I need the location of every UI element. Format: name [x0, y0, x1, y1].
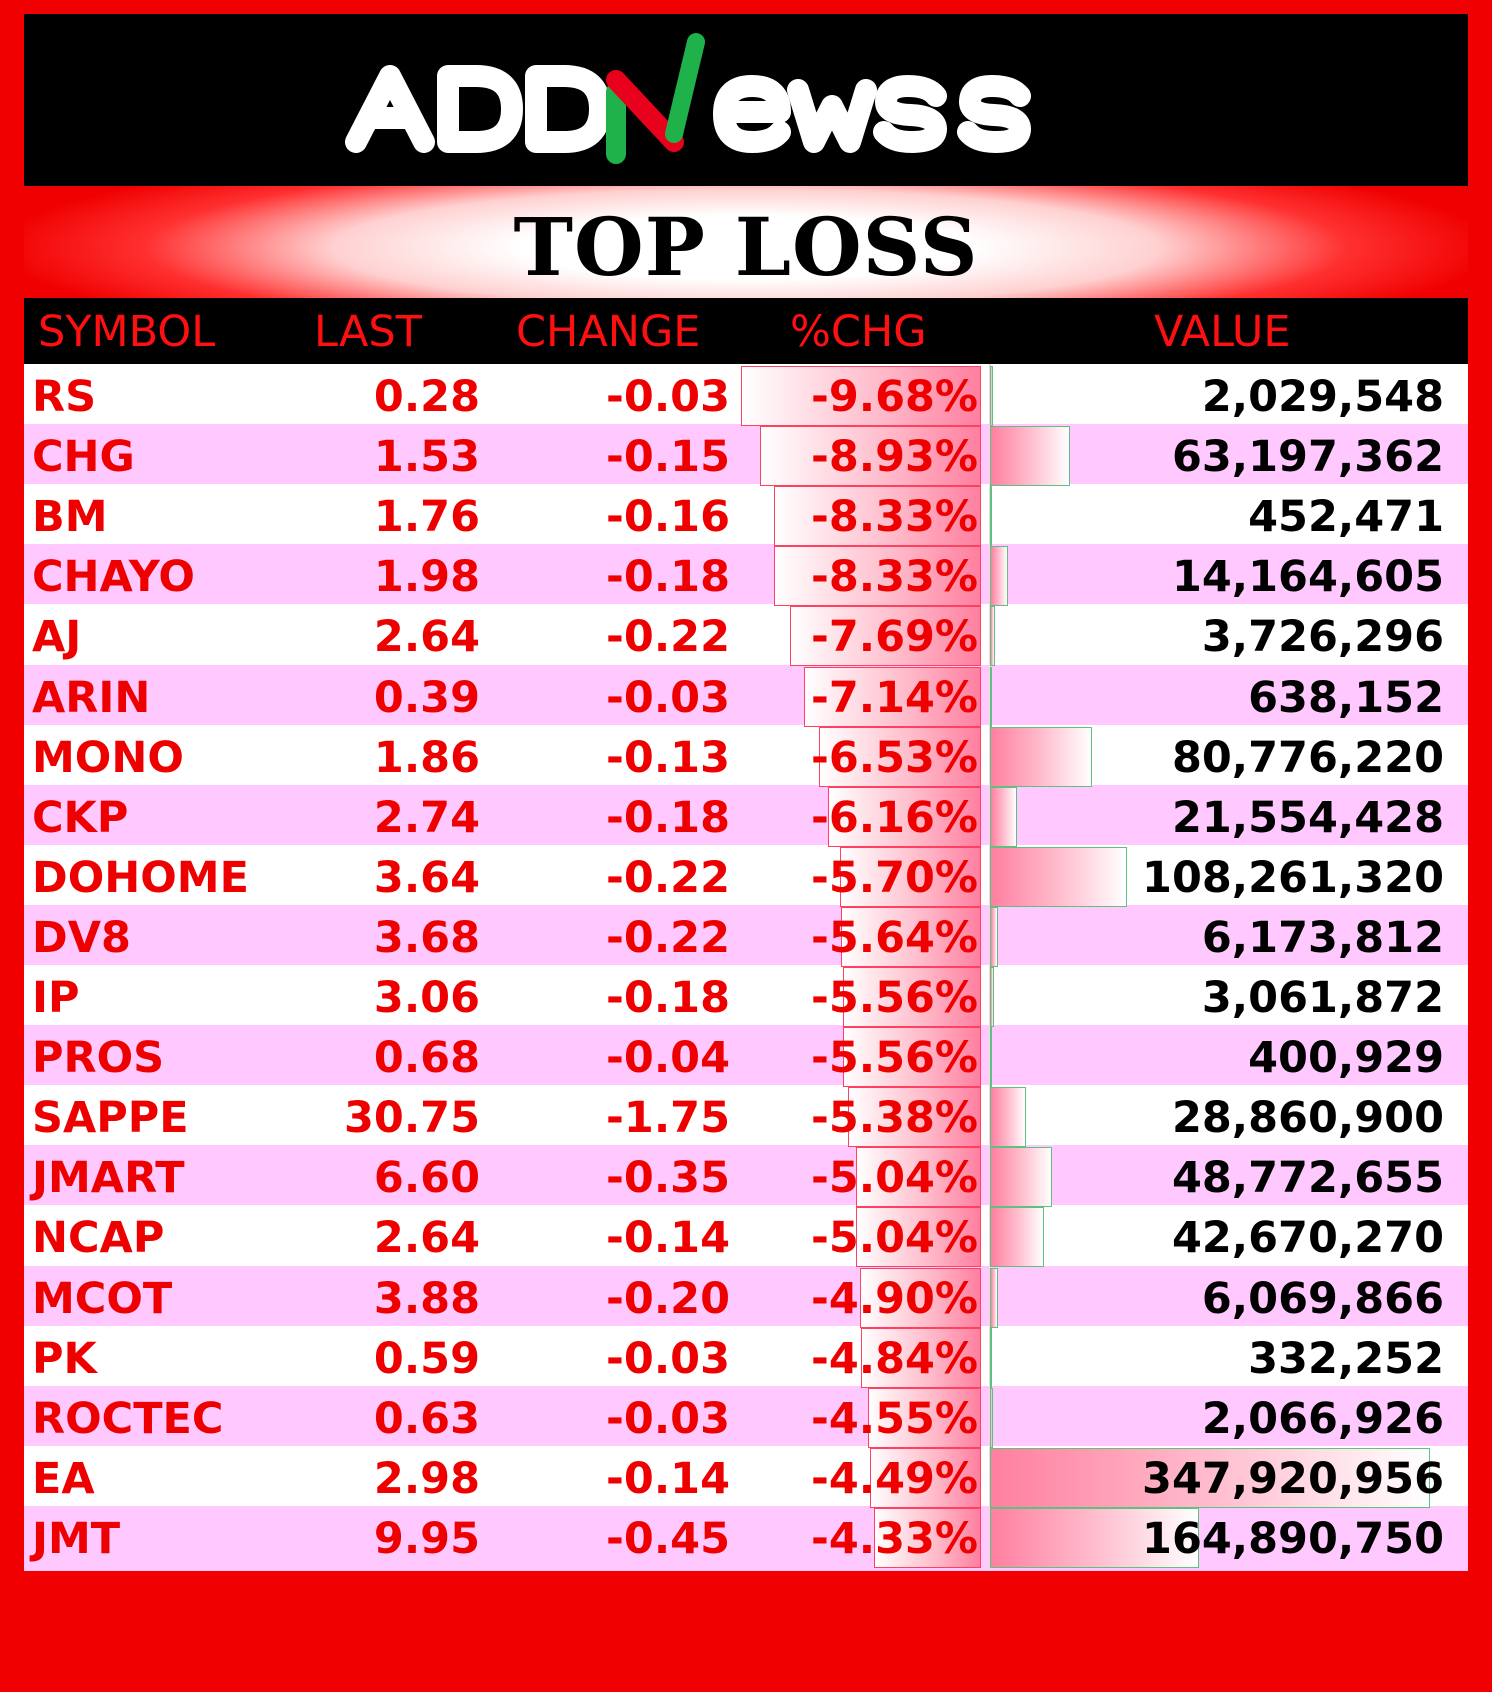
- symbol-cell: ROCTEC: [32, 1393, 224, 1444]
- value-bar: [990, 426, 1070, 486]
- last-price-cell: 30.75: [343, 1093, 480, 1144]
- last-price-cell: 1.98: [373, 552, 480, 603]
- header-banner: [24, 14, 1468, 186]
- column-header-last: LAST: [314, 307, 422, 357]
- value-bar: [990, 1328, 992, 1388]
- pct-change-cell: -7.69%: [810, 612, 978, 663]
- symbol-cell: EA: [32, 1453, 95, 1504]
- last-price-cell: 6.60: [373, 1153, 480, 1204]
- change-cell: -0.18: [606, 792, 730, 843]
- pct-change-cell: -8.93%: [810, 432, 978, 483]
- change-cell: -0.22: [606, 852, 730, 903]
- value-cell: 42,670,270: [1171, 1213, 1444, 1264]
- value-bar: [990, 1147, 1052, 1207]
- table-row: [24, 1145, 1468, 1210]
- value-cell: 452,471: [1248, 492, 1444, 543]
- pct-change-cell: -5.38%: [810, 1093, 978, 1144]
- pct-change-cell: -5.04%: [810, 1153, 978, 1204]
- title-band: [24, 186, 1468, 298]
- last-price-cell: 2.98: [373, 1453, 480, 1504]
- column-header-symbol: SYMBOL: [38, 307, 216, 357]
- value-bar: [990, 847, 1127, 907]
- symbol-cell: JMART: [32, 1153, 185, 1204]
- symbol-cell: AJ: [32, 612, 82, 663]
- change-cell: -0.13: [606, 732, 730, 783]
- symbol-cell: CKP: [32, 792, 129, 843]
- value-bar: [990, 1388, 993, 1448]
- symbol-cell: DV8: [32, 912, 131, 963]
- value-cell: 347,920,956: [1142, 1453, 1444, 1504]
- table-row: [24, 1506, 1468, 1571]
- value-cell: 164,890,750: [1142, 1513, 1444, 1564]
- column-header-pct-change: %CHG: [790, 307, 927, 357]
- table-row: [24, 1326, 1468, 1391]
- table-row: [24, 544, 1468, 609]
- table-row: [24, 665, 1468, 730]
- pct-change-cell: -6.53%: [810, 732, 978, 783]
- pct-change-cell: -5.70%: [810, 852, 978, 903]
- table-row: [24, 725, 1468, 790]
- table-row: [24, 1205, 1468, 1270]
- symbol-cell: ARIN: [32, 672, 151, 723]
- value-cell: 28,860,900: [1171, 1093, 1444, 1144]
- change-cell: -0.03: [606, 672, 730, 723]
- table-row: [24, 484, 1468, 549]
- value-cell: 3,726,296: [1201, 612, 1444, 663]
- value-cell: 14,164,605: [1171, 552, 1444, 603]
- column-header-change: CHANGE: [516, 307, 701, 357]
- addnewss-logo: [24, 14, 1468, 186]
- change-cell: -0.15: [606, 432, 730, 483]
- last-price-cell: 2.74: [373, 792, 480, 843]
- value-bar: [990, 486, 992, 546]
- column-header-value: VALUE: [1154, 307, 1291, 357]
- value-cell: 108,261,320: [1142, 852, 1444, 903]
- value-cell: 400,929: [1248, 1033, 1444, 1084]
- top-loss-table: [24, 298, 1468, 1666]
- symbol-cell: IP: [32, 973, 80, 1023]
- value-bar: [990, 1207, 1044, 1267]
- value-bar: [990, 787, 1017, 847]
- table-row: [24, 424, 1468, 489]
- change-cell: -0.04: [606, 1033, 730, 1084]
- change-cell: -0.22: [606, 612, 730, 663]
- change-cell: -0.35: [606, 1153, 730, 1204]
- pct-change-cell: -4.33%: [810, 1513, 978, 1564]
- last-price-cell: 1.76: [373, 492, 480, 543]
- value-bar: [990, 606, 995, 666]
- value-cell: 2,029,548: [1201, 372, 1444, 422]
- change-cell: -0.18: [606, 552, 730, 603]
- last-price-cell: 3.88: [373, 1273, 480, 1324]
- value-cell: 2,066,926: [1201, 1393, 1444, 1444]
- last-price-cell: 9.95: [373, 1513, 480, 1564]
- value-bar: [990, 1087, 1026, 1147]
- pct-change-cell: -5.56%: [810, 1033, 978, 1084]
- change-cell: -0.18: [606, 973, 730, 1023]
- pct-change-cell: -4.55%: [810, 1393, 978, 1444]
- table-row: [24, 965, 1468, 1030]
- table-row: [24, 785, 1468, 850]
- value-cell: 6,173,812: [1201, 912, 1444, 963]
- last-price-cell: 2.64: [373, 612, 480, 663]
- change-cell: -0.03: [606, 1393, 730, 1444]
- table-row: [24, 364, 1468, 429]
- last-price-cell: 2.64: [373, 1213, 480, 1264]
- pct-change-cell: -6.16%: [810, 792, 978, 843]
- last-price-cell: 1.53: [373, 432, 480, 483]
- last-price-cell: 3.68: [373, 912, 480, 963]
- value-bar: [990, 546, 1008, 606]
- pct-change-cell: -8.33%: [810, 492, 978, 543]
- pct-change-cell: -4.49%: [810, 1453, 978, 1504]
- value-bar: [990, 907, 998, 967]
- value-cell: 6,069,866: [1201, 1273, 1444, 1324]
- value-cell: 21,554,428: [1171, 792, 1444, 843]
- value-bar: [990, 667, 992, 727]
- pct-change-cell: -7.14%: [810, 672, 978, 723]
- change-cell: -0.03: [606, 372, 730, 422]
- value-cell: 63,197,362: [1171, 432, 1444, 483]
- symbol-cell: MCOT: [32, 1273, 173, 1324]
- change-cell: -0.16: [606, 492, 730, 543]
- pct-change-cell: -4.84%: [810, 1333, 978, 1384]
- page-title: TOP LOSS: [513, 200, 979, 294]
- symbol-cell: CHAYO: [32, 552, 195, 603]
- symbol-cell: DOHOME: [32, 852, 249, 903]
- table-row: [24, 1446, 1468, 1511]
- symbol-cell: NCAP: [32, 1213, 165, 1264]
- table-row: [24, 1025, 1468, 1090]
- value-bar: [990, 727, 1092, 787]
- change-cell: -0.20: [606, 1273, 730, 1324]
- table-row: [24, 1266, 1468, 1331]
- last-price-cell: 0.59: [373, 1333, 480, 1384]
- pct-change-cell: -5.64%: [810, 912, 978, 963]
- change-cell: -0.14: [606, 1453, 730, 1504]
- table-row: [24, 1386, 1468, 1451]
- symbol-cell: SAPPE: [32, 1093, 189, 1144]
- pct-change-cell: -4.90%: [810, 1273, 978, 1324]
- value-bar: [990, 1268, 998, 1328]
- last-price-cell: 0.39: [373, 672, 480, 723]
- pct-change-cell: -5.04%: [810, 1213, 978, 1264]
- pct-change-cell: -9.68%: [810, 372, 978, 422]
- last-price-cell: 0.28: [373, 372, 480, 422]
- change-cell: -0.14: [606, 1213, 730, 1264]
- value-cell: 80,776,220: [1171, 732, 1444, 783]
- symbol-cell: CHG: [32, 432, 135, 483]
- last-price-cell: 1.86: [373, 732, 480, 783]
- table-header: [24, 298, 1468, 364]
- value-cell: 3,061,872: [1201, 973, 1444, 1023]
- change-cell: -1.75: [606, 1093, 730, 1144]
- pct-change-cell: -5.56%: [810, 973, 978, 1023]
- value-cell: 332,252: [1248, 1333, 1444, 1384]
- table-row: [24, 845, 1468, 910]
- symbol-cell: RS: [32, 372, 97, 422]
- symbol-cell: PROS: [32, 1033, 165, 1084]
- table-row: [24, 905, 1468, 970]
- change-cell: -0.22: [606, 912, 730, 963]
- last-price-cell: 0.63: [373, 1393, 480, 1444]
- value-bar: [990, 967, 994, 1027]
- value-bar: [990, 1027, 992, 1087]
- pct-change-cell: -8.33%: [810, 552, 978, 603]
- symbol-cell: JMT: [32, 1513, 121, 1564]
- value-cell: 638,152: [1248, 672, 1444, 723]
- last-price-cell: 3.06: [373, 973, 480, 1023]
- last-price-cell: 0.68: [373, 1033, 480, 1084]
- symbol-cell: PK: [32, 1333, 97, 1384]
- value-bar: [990, 366, 993, 426]
- table-row: [24, 604, 1468, 669]
- symbol-cell: MONO: [32, 732, 184, 783]
- last-price-cell: 3.64: [373, 852, 480, 903]
- table-row: [24, 1085, 1468, 1150]
- value-cell: 48,772,655: [1171, 1153, 1444, 1204]
- symbol-cell: BM: [32, 492, 108, 543]
- change-cell: -0.45: [606, 1513, 730, 1564]
- change-cell: -0.03: [606, 1333, 730, 1384]
